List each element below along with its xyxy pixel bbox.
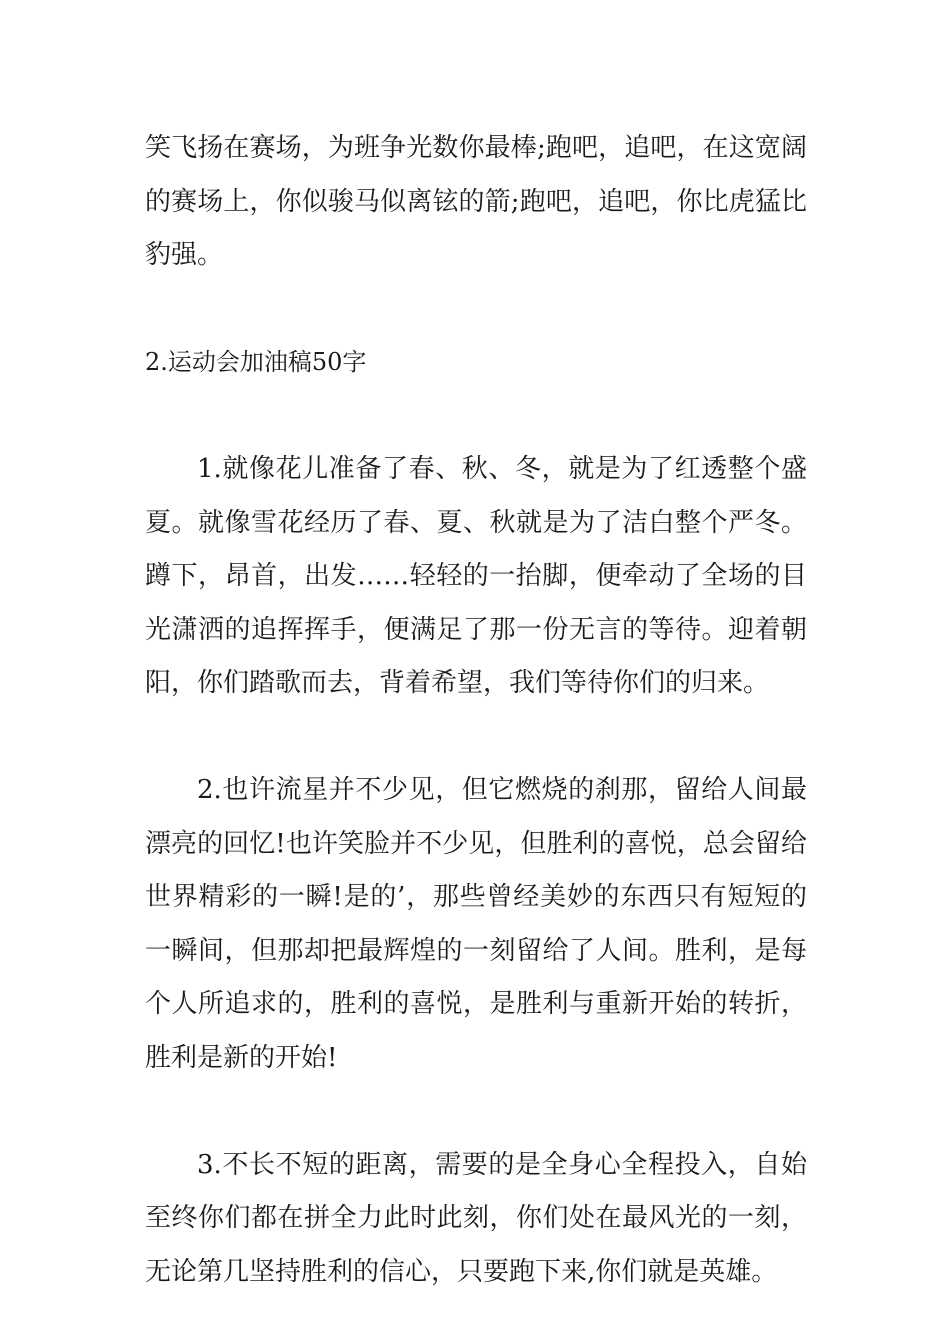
- continuation-paragraph: 笑飞扬在赛场，为班争光数你最棒;跑吧，追吧，在这宽阔的赛场上，你似骏马似离铉的箭;跑吧，追吧，你比虎猛比豹强。: [145, 133, 807, 270]
- spacer: [145, 711, 807, 765]
- document-page: [145, 122, 807, 1299]
- spacer: [145, 390, 807, 444]
- spacer: [145, 283, 807, 337]
- spacer: [145, 1085, 807, 1139]
- section-heading: 2.运动会加油稿50字: [145, 348, 367, 376]
- cheer-paragraph-1: 1.就像花儿准备了春、秋、冬，就是为了红透整个盛夏。就像雪花经历了春、夏、秋就是为了洁白整个严冬。蹲下，昂首，出发……轻轻的一抬脚，便牵动了全场的目光潇洒的追挥挥手，便满足了那一份无言的等待。迎着朝阳，你们踏歌而去，背着希望，我们等待你们的归来。: [145, 454, 807, 698]
- cheer-paragraph-3: 3.不长不短的距离，需要的是全身心全程投入，自始至终你们都在拼全力此时此刻，你们处在最风光的一刻，无论第几坚持胜利的信心，只要跑下来,你们就是英雄。: [145, 1149, 807, 1287]
- cheer-paragraph-2: 2.也许流星并不少见，但它燃烧的刹那，留给人间最漂亮的回忆!也许笑脸并不少见，但胜利的喜悦，总会留给世界精彩的一瞬!是的’，那些曾经美妙的东西只有短短的一瞬间，但那却把最辉煌的一刻留给了人间。胜利，是每个人所追求的，胜利的喜悦，是胜利与重新开始的转折，胜利是新的开始!: [145, 775, 807, 1073]
